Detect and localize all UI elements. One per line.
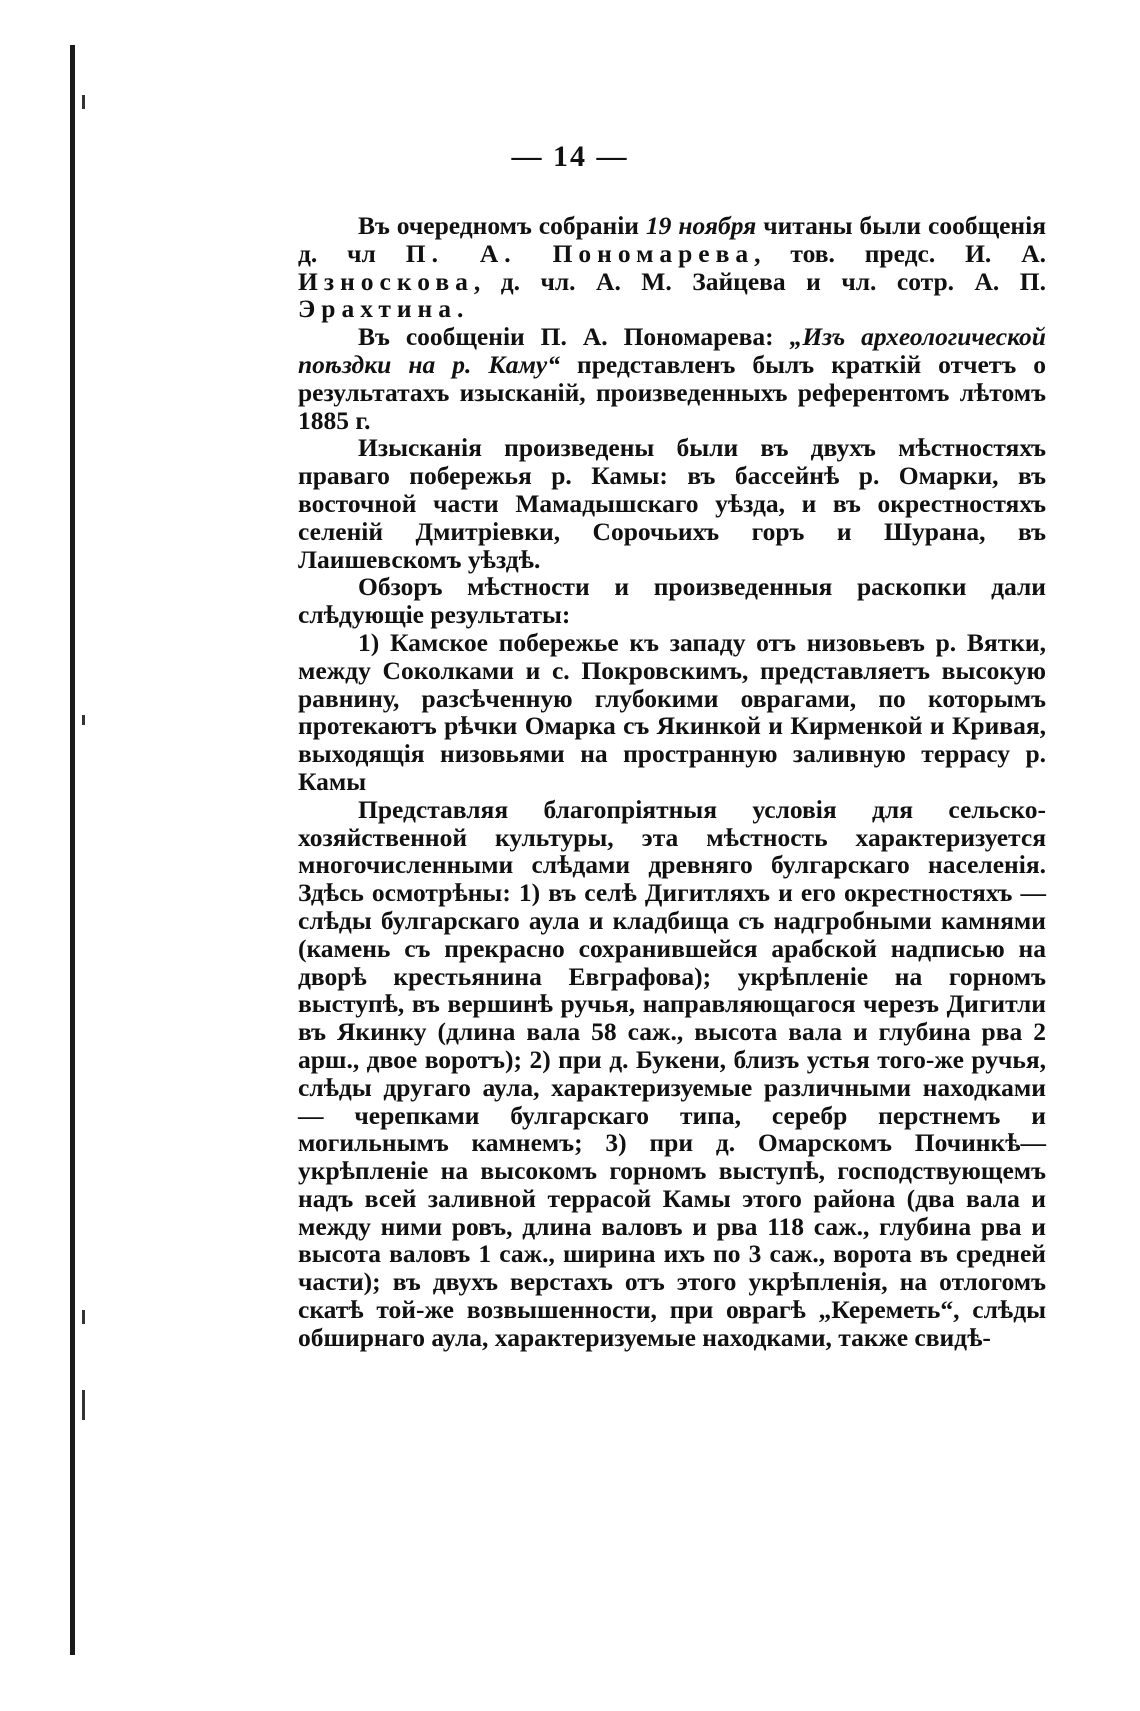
page-left-edge-rule — [70, 45, 75, 1655]
edge-mark — [82, 95, 85, 109]
text-run: представленъ былъ краткій отчетъ о результатахъ изысканій, произведенныхъ референтомъ лѣтомъ 1885 г. — [298, 349, 1046, 435]
page-number: — 14 — — [511, 140, 629, 173]
paragraph — [298, 323, 1046, 434]
text-run: , тов. предс. И. А. — [754, 238, 1047, 268]
edge-mark — [82, 1390, 85, 1420]
text-run: Представляя благопріятныя условія для сельско-хозяйственной культуры, эта мѣстность характеризуется многочисленными слѣдами древняго булгарскаго населенія. Здѣсь осмотрѣны: 1) въ селѣ Дигитляхъ и его окрестностяхъ — слѣды булгарскаго аула и кладбища съ надгробными камнями (камень съ прекрасно сохранившейся арабской надписью на дворѣ крестьянина Евграфова); укрѣпленіе на горномъ выступѣ, въ вершинѣ ручья, направляющагося черезъ Дигитли въ Якинку (длина вала 58 саж., высота вала и глубина рва 2 арш., двое воротъ); 2) при д. Букени, близъ устья того-же ручья, слѣды другаго аула, характеризуемые различными находками — черепками булгарскаго типа, серебр перстнемъ и могильнымъ камнемъ; 3) при д. Омарскомъ Починкѣ—укрѣпленіе на высокомъ горномъ выступѣ, господствующемъ надъ всей заливной террасой Камы этого района (два вала и между ними ровъ, длина валовъ и рва 118 саж., глубина рва и высота валовъ 1 саж., ширина ихъ по 3 саж., ворота въ средней части); въ двухъ верстахъ отъ этого укрѣпленія, на отлогомъ скатѣ той-же возвышенности, при оврагѣ „Кереметь“, слѣды обширнаго аула, характеризуемые находками, также свидѣ- — [298, 794, 1046, 1352]
spaced-name: Износкова — [298, 266, 474, 296]
text-run: Въ очередномъ собраніи — [358, 211, 646, 240]
edge-mark — [82, 715, 85, 725]
italic-text: „Изъ археологической поѣздки на р. Каму“ — [298, 322, 1046, 379]
text-run: Въ сообщеніи П. А. Пономарева: — [358, 322, 790, 352]
text-run: Изысканія произведены были въ двухъ мѣстностяхъ праваго побережья р. Камы: въ бассейнѣ р. Омарки, въ восточной части Мамадышскаго уѣзда, и въ окрестностяхъ селеній Дмитріевки, Сорочьихъ горъ и Шурана, въ Лаишевскомъ уѣздѣ. — [298, 433, 1046, 574]
text-run: . — [457, 294, 464, 324]
text-run: читаны были сообщенія д. чл — [298, 211, 1046, 268]
text-run: Обзоръ мѣстности и произведенныя раскопки дали слѣдующіе результаты: — [298, 572, 1046, 630]
paragraph — [298, 629, 1046, 796]
text-run: 1) Камское побережье къ западу отъ низовьевъ р. Вятки, между Соколками и с. Покровскимъ, представляетъ высокую равнину, разсѣченную глубокими оврагами, по которымъ протекаютъ рѣчки Омарка съ Якинкой и Кирменкой и Кривая, выходящія низовьями на пространную заливную террасу р. Камы — [298, 627, 1046, 796]
italic-text: 19 ноября — [645, 211, 757, 240]
text-run: , д. чл. А. М. Зайцева и чл. сотр. А. П. — [473, 266, 1046, 296]
body-text — [298, 212, 1046, 1352]
spaced-name: П. А. Пономарева — [405, 238, 755, 268]
paragraph — [298, 573, 1046, 629]
spaced-name: Эрахтина — [298, 294, 458, 324]
paragraph — [298, 796, 1046, 1352]
edge-mark — [82, 1310, 85, 1324]
paragraph — [298, 434, 1046, 573]
paragraph — [298, 212, 1046, 323]
